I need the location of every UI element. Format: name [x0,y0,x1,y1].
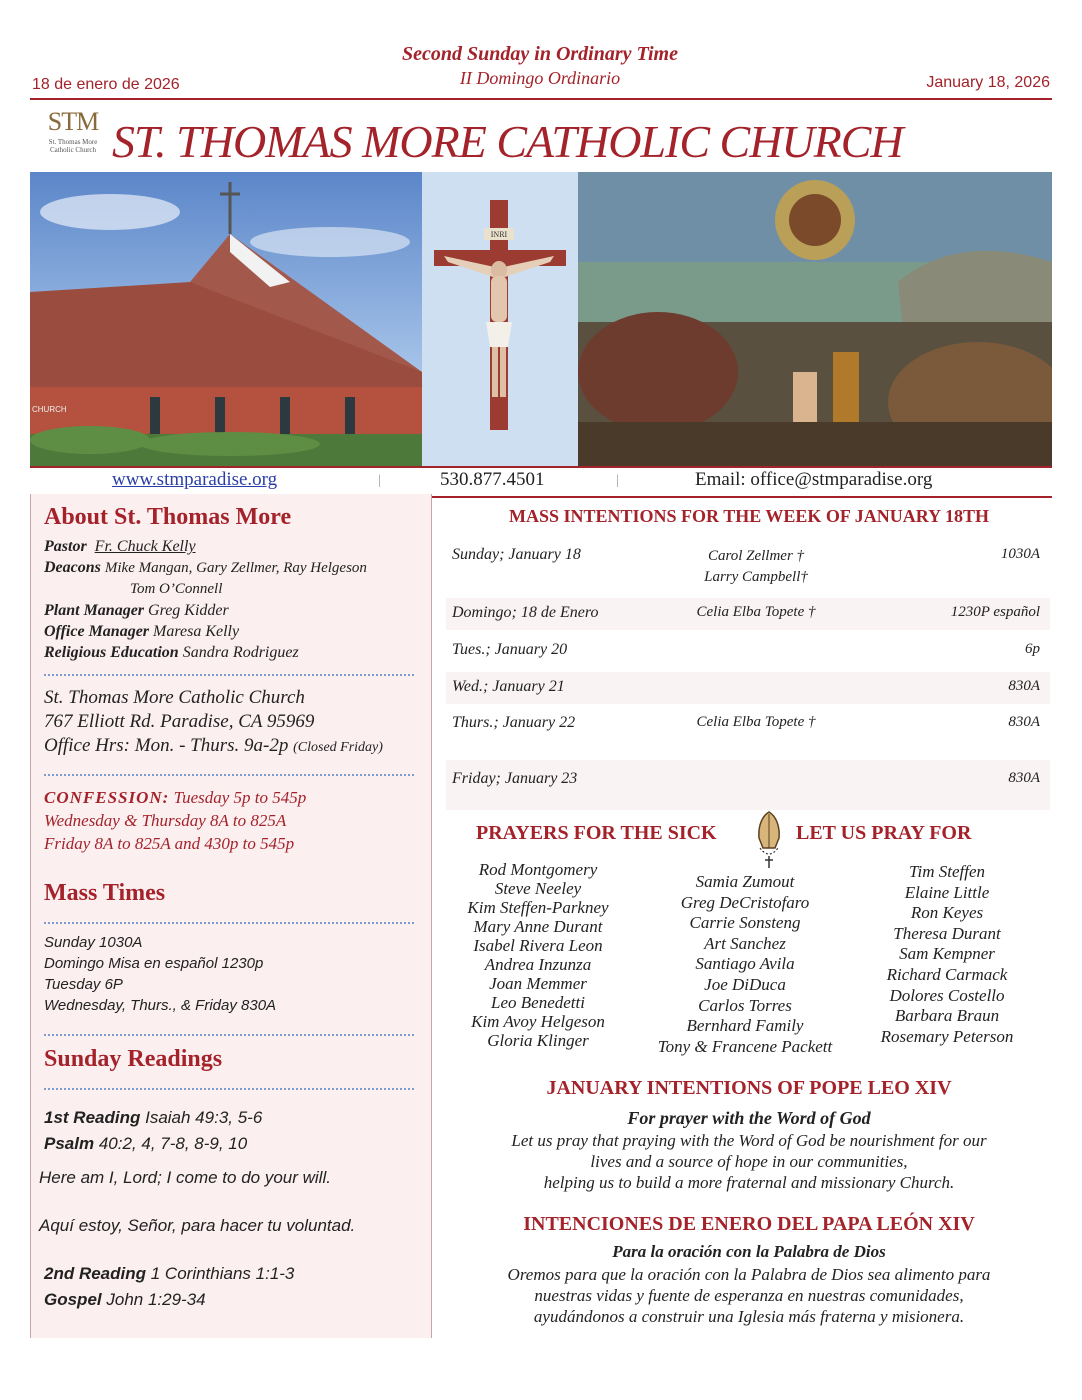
second-reading-label: 2nd Reading [44,1264,147,1283]
intention-day: Friday; January 23 [452,770,578,787]
pope-body-line: Oremos para que la oración con la Palabra de Dios sea alimento para [507,1265,991,1284]
mass-intentions-title: MASS INTENTIONS FOR THE WEEK OF JANUARY 18TH [509,506,989,526]
intention-day: Sunday; January 18 [452,546,581,563]
intention-name: Celia Elba Topete † [696,604,816,620]
website-link[interactable]: www.stmparadise.org [112,469,278,490]
intention-time: 830A [1008,678,1040,694]
religious-ed-director: Sandra Rodriguez [182,644,299,661]
pastor-name: Fr. Chuck Kelly [94,538,196,555]
pope-intentions-title-es: INTENCIONES DE ENERO DEL PAPA LEÓN XIV [523,1213,975,1235]
mass-time-item: Domingo Misa en español 1230p [44,955,264,972]
church-sign-text: CHURCH [32,405,67,414]
logo-monogram: STM [47,107,99,136]
praying-hands-icon [748,808,790,870]
section-divider [44,922,414,924]
prayer-name: Carlos Torres [698,995,792,1015]
section-divider [44,774,414,776]
liturgical-title: Second Sunday in Ordinary Time [402,43,678,65]
prayer-name: Kim Steffen-Parkney [467,898,609,917]
logo-line2: Catholic Church [49,146,97,154]
section-divider [44,674,414,676]
baptism-painting [578,172,1052,466]
intention-time: 830A [1008,714,1040,730]
prayer-name: Bernhard Family [686,1016,804,1036]
let-us-pray-for-title: LET US PRAY FOR [796,822,972,844]
prayer-name: Richard Carmack [886,964,1008,984]
first-reading-ref: Isaiah 49:3, 5-6 [145,1108,263,1127]
plant-manager: Greg Kidder [148,602,229,619]
religious-label: Religious Education [44,644,179,661]
deacons-names: Mike Mangan, Gary Zellmer, Ray Helgeson [104,560,367,576]
prayer-name: Steve Neeley [494,879,582,898]
pope-body-line: lives and a source of hope in our communities, [590,1152,908,1171]
psalm-response-es: Aquí estoy, Señor, para hacer tu voluntad. [39,1216,356,1235]
office-label: Office Manager [44,623,150,640]
plant-label: Plant Manager [44,602,145,619]
first-reading-label: 1st Reading [44,1108,141,1127]
contact-separator: | [616,473,619,488]
intention-name: Celia Elba Topete † [696,714,816,730]
pope-body-line: Let us pray that praying with the Word of God be nourishment for our [511,1131,987,1150]
plant-line [44,600,424,621]
office-line [44,621,424,642]
church-building-illustration [30,172,422,466]
gospel [44,1290,206,1310]
logo-line1: St. Thomas More [48,138,98,146]
contact-separator: | [378,473,381,488]
date-spanish: 18 de enero de 2026 [32,76,180,93]
mass-intention-row [446,708,1050,756]
psalm [44,1134,247,1154]
psalm-response-en: Here am I, Lord; I come to do your will. [39,1168,331,1187]
intention-time: 1030A [1000,546,1040,562]
pope-body-line: helping us to build a more fraternal and missionary Church. [543,1173,955,1192]
mass-intention-row [446,540,1050,594]
church-building-photo [30,172,422,466]
pope-intentions-title-en: JANUARY INTENTIONS OF POPE LEO XIV [546,1077,952,1099]
crucifix-icon [422,172,578,466]
prayer-name: Santiago Avila [695,954,795,974]
prayer-name: Joan Memmer [489,974,587,993]
prayer-name: Rod Montgomery [478,860,598,879]
intention-day: Wed.; January 21 [452,678,565,695]
pope-intentions-body-en [446,1130,1052,1193]
address-name: St. Thomas More Catholic Church [44,687,305,708]
gospel-ref: John 1:29-34 [106,1290,206,1309]
info-sidebar [30,494,432,1338]
confession-line1 [44,786,306,809]
liturgical-heading [300,42,780,90]
email-address[interactable]: Email: office@stmparadise.org [695,469,933,490]
prayer-name: Gloria Klinger [487,1031,589,1050]
prayer-name: Leo Benedetti [491,993,585,1012]
prayer-name: Carrie Sonsteng [689,913,801,933]
confession-label: CONFESSION: [44,788,170,807]
deacons-names-2: Tom O’Connell [130,581,223,597]
intention-day: Domingo; 18 de Enero [452,604,599,621]
sunday-readings-title: Sunday Readings [44,1046,223,1072]
first-reading [44,1108,262,1128]
section-divider [44,1034,414,1036]
prayer-name: Tony & Francene Packett [657,1036,833,1056]
pope-body-line: nuestras vidas y fuente de esperanza en nuestras comunidades, [534,1286,964,1305]
inri-plaque-text: INRI [490,230,508,239]
prayer-name: Isabel Rivera Leon [473,936,603,955]
prayer-name: Dolores Costello [889,985,1005,1005]
staff-list [44,536,424,663]
second-reading-ref: 1 Corinthians 1:1-3 [150,1264,295,1283]
section-divider [44,1088,414,1090]
church-title: ST. THOMAS MORE CATHOLIC CHURCH [112,116,903,167]
gospel-label: Gospel [44,1290,102,1309]
prayer-name: Barbara Braun [894,1006,1000,1026]
psalm-label: Psalm [44,1134,95,1153]
prayer-name: Ron Keyes [910,903,984,923]
prayer-name: Greg DeCristofaro [680,892,810,912]
pope-intentions-body-es [446,1264,1052,1327]
intention-time: 6p [1025,641,1040,657]
date-english: January 18, 2026 [926,74,1050,91]
confession-schedule [44,786,306,855]
mass-times-list [44,932,276,1016]
prayer-name: Sam Kempner [899,944,995,964]
second-reading [44,1264,294,1284]
prayer-name: Andrea Inzunza [484,955,592,974]
office-hours: Office Hrs: Mon. - Thurs. 9a-2p [44,735,289,756]
intention-name [686,546,826,588]
office-closed: (Closed Friday) [293,740,383,755]
header-divider [30,98,1052,100]
mass-intention-row [446,598,1050,630]
pope-intentions-subtitle-en: For prayer with the Word of God [627,1108,871,1128]
prayer-list-column-2 [650,872,840,1057]
prayers-for-sick-title: PRAYERS FOR THE SICK [476,822,717,844]
prayer-name: Art Sanchez [704,933,786,953]
prayer-name: Elaine Little [904,882,990,902]
prayer-name: Tim Steffen [908,862,986,881]
crucifix-photo [422,172,578,466]
about-title: About St. Thomas More [44,504,292,530]
prayer-name: Joe DiDuca [704,974,786,994]
mass-times-title: Mass Times [44,880,166,906]
liturgical-title-es: II Domingo Ordinario [459,68,621,88]
pastor-line [44,536,424,557]
prayer-list-column-1 [458,860,618,1050]
deacons-label: Deacons [44,559,101,576]
prayer-list-column-3 [862,862,1032,1047]
address-street: 767 Elliott Rd. Paradise, CA 95969 [44,711,315,732]
prayer-name: Mary Anne Durant [473,917,603,936]
intention-time: 830A [1008,770,1040,786]
intention-name-2: Larry Campbell† [704,569,808,585]
office-hours-line [44,734,383,760]
intention-name-1: Carol Zellmer † [707,548,805,564]
confession-line2: Wednesday & Thursday 8A to 825A [44,811,287,830]
deacons-line [44,557,424,579]
intention-day: Tues.; January 20 [452,641,568,658]
pastor-label: Pastor [44,538,87,555]
pope-body-line: ayudándonos a construir una Iglesia más fraterna y misionera. [533,1307,965,1326]
mass-intention-row [446,636,1050,668]
psalm-ref: 40:2, 4, 7-8, 8-9, 10 [98,1134,248,1153]
mass-time-item: Wednesday, Thurs., & Friday 830A [44,997,277,1014]
prayer-name: Rosemary Peterson [880,1026,1014,1046]
intention-day: Thurs.; January 22 [452,714,576,731]
prayer-name: Samia Zumout [695,872,795,891]
mass-time-item: Tuesday 6P [44,976,123,993]
confession-line3: Friday 8A to 825A and 430p to 545p [44,834,295,853]
phone-number[interactable]: 530.877.4501 [440,469,545,490]
church-logo [42,106,104,162]
baptism-of-christ-illustration [578,172,1052,466]
pope-intentions-subtitle-es: Para la oración con la Palabra de Dios [612,1242,886,1261]
prayer-name: Kim Avoy Helgeson [471,1012,605,1031]
mass-intention-row [446,672,1050,704]
confession-tuesday: Tuesday 5p to 545p [173,788,307,807]
religious-line [44,642,424,663]
prayer-name: Theresa Durant [893,923,1001,943]
office-manager: Maresa Kelly [153,623,240,640]
mass-intention-row [446,760,1050,810]
intention-time: 1230P español [950,604,1040,620]
mass-time-item: Sunday 1030A [44,934,143,951]
church-address [44,686,383,760]
